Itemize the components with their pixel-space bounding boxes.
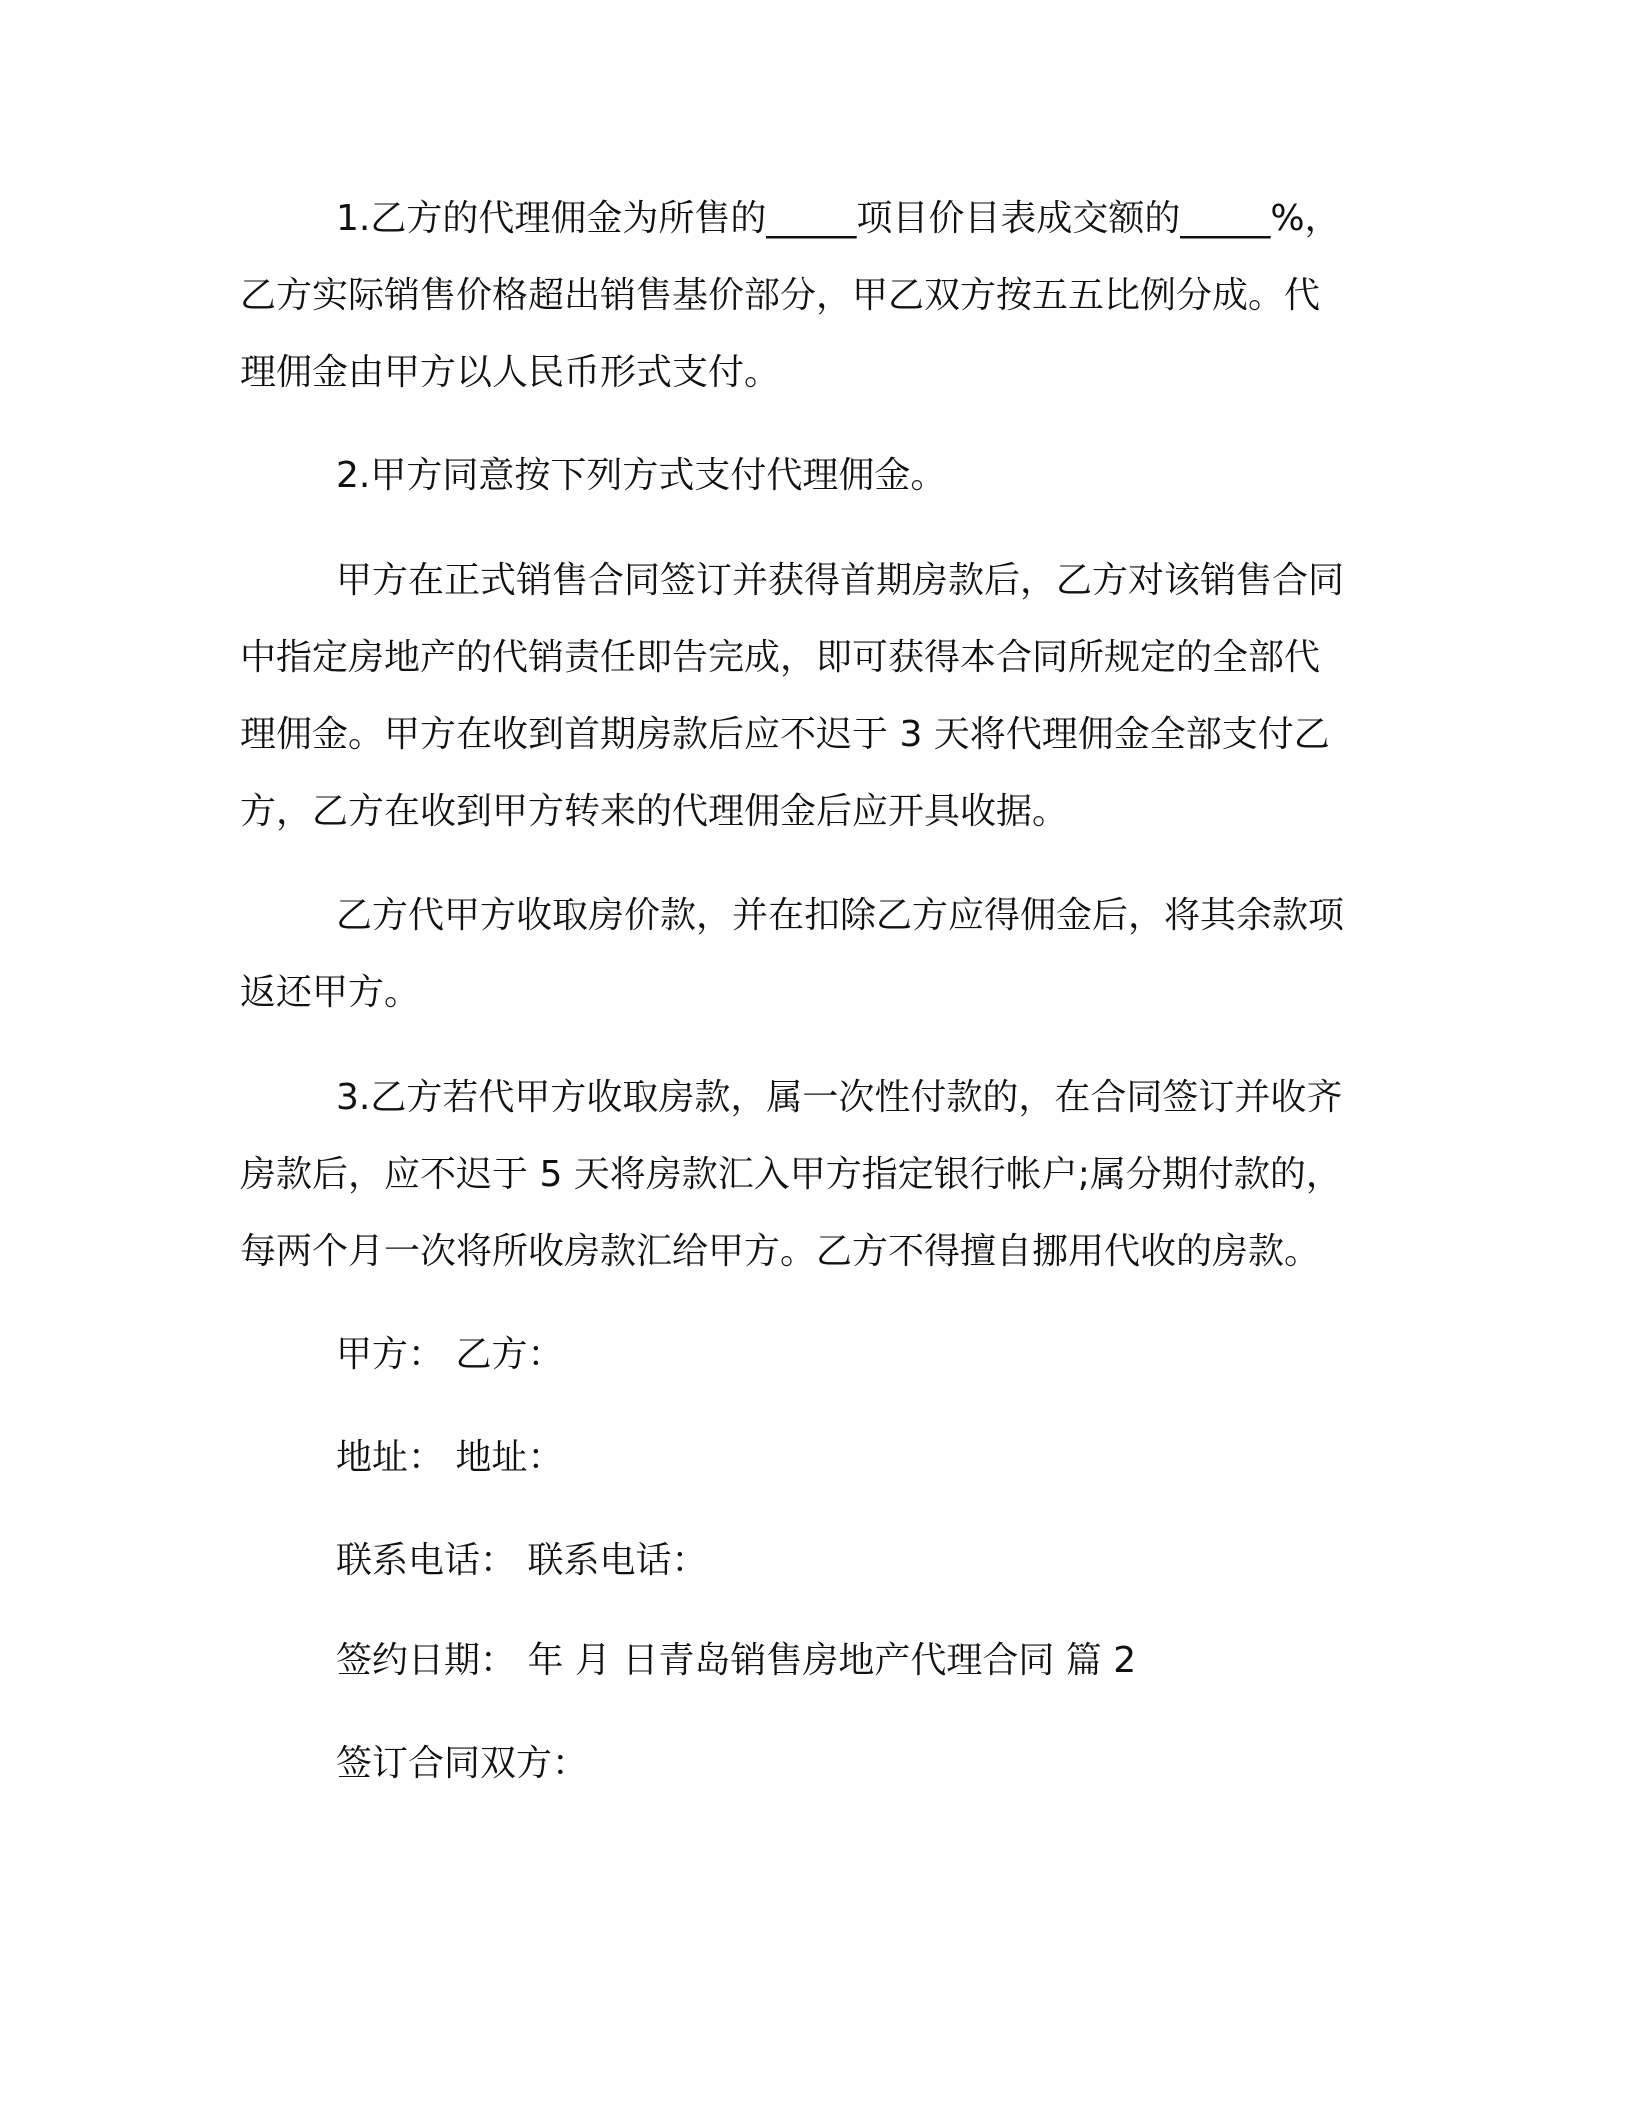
phone-line: 联系电话： 联系电话： xyxy=(336,1540,708,1581)
paragraph-3-line-4: 方，乙方在收到甲方转来的代理佣金后应开具收据。 xyxy=(240,791,1069,832)
paragraph-1-line-2: 乙方实际销售价格超出销售基价部分，甲乙双方按五五比例分成。代 xyxy=(240,275,1321,316)
paragraph-1-line-3: 理佣金由甲方以人民币形式支付。 xyxy=(240,352,781,393)
paragraph-4-line-1: 乙方代甲方收取房价款，并在扣除乙方应得佣金后，将其余款项 xyxy=(336,895,1345,936)
signing-date-line: 签约日期： 年 月 日青岛销售房地产代理合同 篇 2 xyxy=(336,1640,1137,1681)
paragraph-3-line-2: 中指定房地产的代销责任即告完成，即可获得本合同所规定的全部代 xyxy=(240,637,1321,678)
address-line: 地址： 地址： xyxy=(336,1437,564,1478)
paragraph-4-line-2: 返还甲方。 xyxy=(240,972,421,1013)
paragraph-5-line-1: 3.乙方若代甲方收取房款，属一次性付款的，在合同签订并收齐 xyxy=(336,1077,1343,1118)
paragraph-1-line-1: 1.乙方的代理佣金为所售的_____项目价目表成交额的_____%， xyxy=(336,198,1341,239)
paragraph-3-line-1: 甲方在正式销售合同签订并获得首期房款后，乙方对该销售合同 xyxy=(336,560,1345,601)
paragraph-2-line-1: 2.甲方同意按下列方式支付代理佣金。 xyxy=(336,455,947,496)
paragraph-3-line-3: 理佣金。甲方在收到首期房款后应不迟于 3 天将代理佣金全部支付乙 xyxy=(240,714,1330,755)
paragraph-5-line-2: 房款后，应不迟于 5 天将房款汇入甲方指定银行帐户;属分期付款的， xyxy=(240,1154,1342,1195)
contract-parties-line: 签订合同双方： xyxy=(336,1743,589,1784)
paragraph-5-line-3: 每两个月一次将所收房款汇给甲方。乙方不得擅自挪用代收的房款。 xyxy=(240,1231,1321,1272)
party-line: 甲方： 乙方： xyxy=(336,1334,564,1375)
